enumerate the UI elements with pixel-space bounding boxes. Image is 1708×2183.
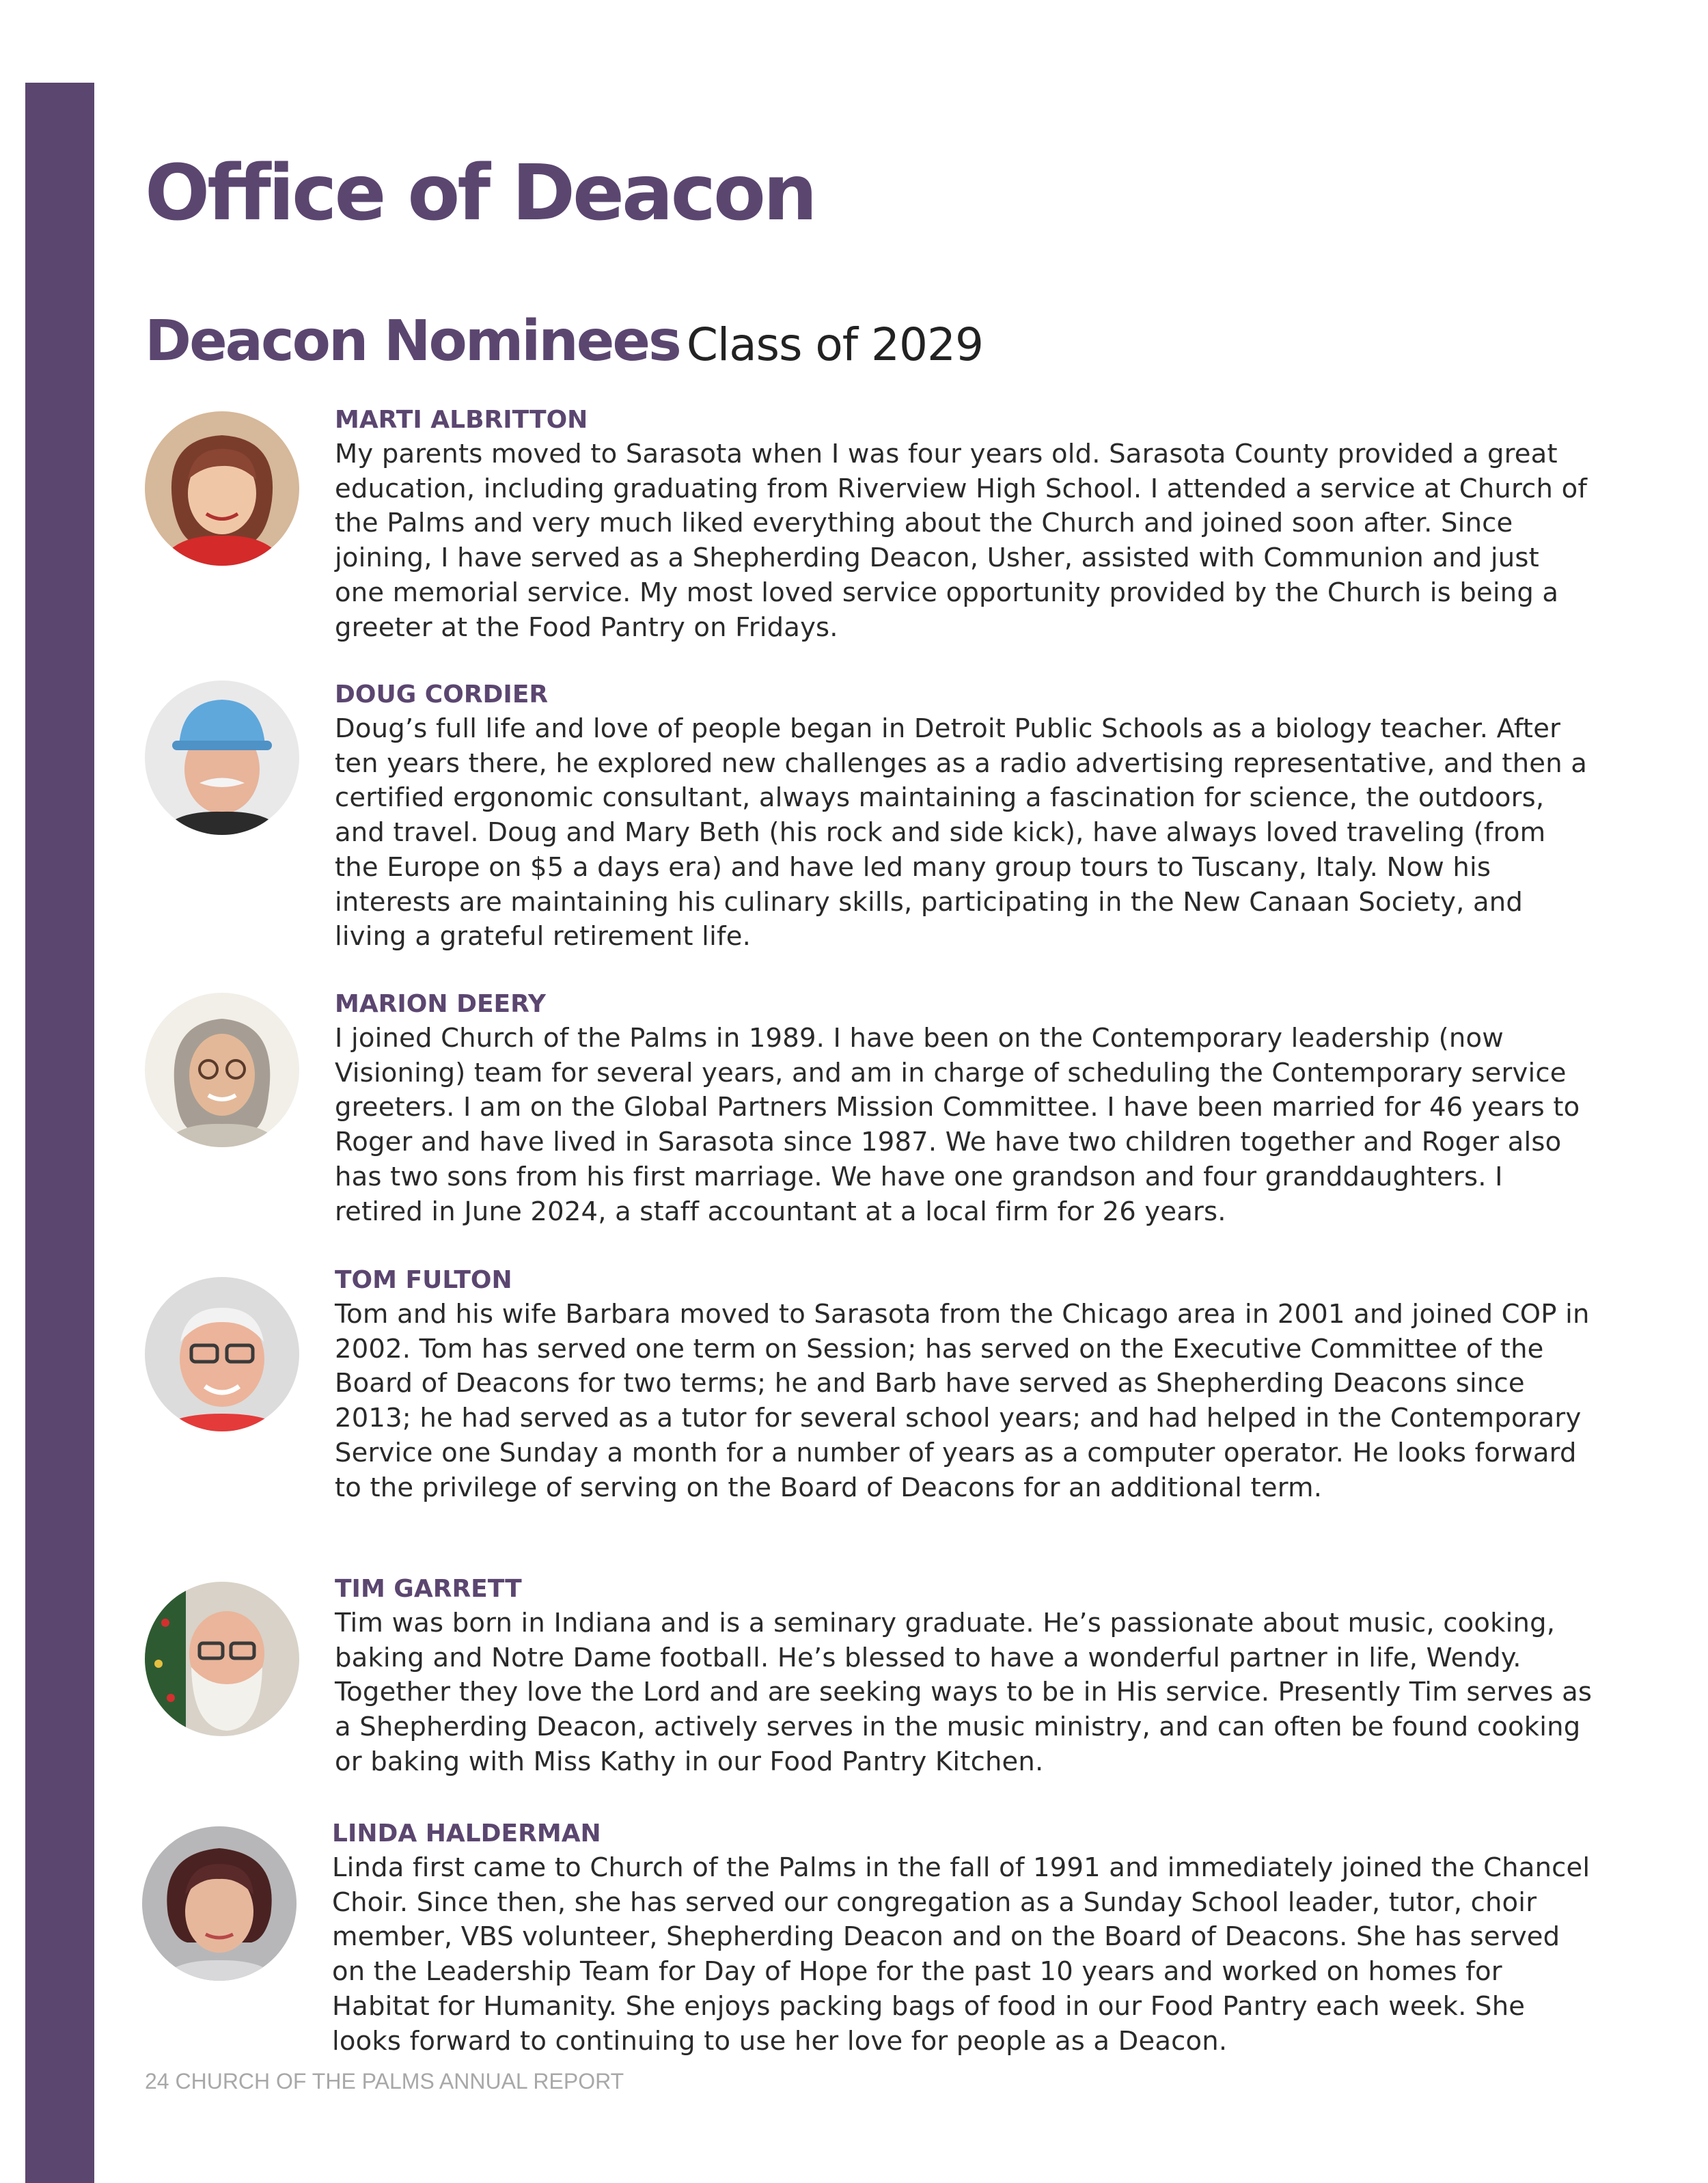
nominee-name: TIM GARRETT [335, 1575, 522, 1603]
avatar [145, 1582, 299, 1736]
avatar [145, 681, 299, 835]
nominee-bio: Linda first came to Church of the Palms in the fall of 1991 and immediately joined the Chancel Choir. Since then, she has served our congregation as a Sunday School leader, tutor, choir member, VBS volunteer, Shepherding Deacon and on the Board of Deacons. She has served on the Leadership Team for Day of Hope for the past 10 years and worked on homes for Habitat for Humanity. She enjoys packing bags of food in our Food Pantry each week. She looks forward to continuing to use her love for people as a Deacon. [332, 1852, 1590, 2057]
page-title: Office of Deacon [145, 149, 815, 238]
nominee-bio: Tom and his wife Barbara moved to Sarasota from the Chicago area in 2001 and joined COP in 2002. Tom has served one term on Session; has served on the Executive Committee of the Board of Deacons for two terms; he and Barb have served as Shepherding Deacons since 2013; he had served as a tutor for several school years; and had helped in the Contemporary Service one Sunday a month for a number of years as a computer operator. He looks forward to the privilege of serving on the Board of Deacons for an additional term. [335, 1299, 1590, 1503]
nominee-name: LINDA HALDERMAN [332, 1820, 601, 1848]
nominee-bio: My parents moved to Sarasota when I was four years old. Sarasota County provided a great education, including graduating from Riverview High School. I attended a service at Church of the Palms and very much liked everything about the Church and joined soon after. Since joining, I have served as a Shepherding Deacon, Usher, assisted with Communion and just one memorial service. My most loved service opportunity provided by the Church is being a greeter at the Food Pantry on Fridays. [335, 439, 1588, 643]
section-title: Deacon Nominees [145, 309, 680, 374]
avatar [145, 411, 299, 566]
nominee-name: MARION DEERY [335, 990, 546, 1018]
avatar [142, 1826, 297, 1981]
nominee-bio: Tim was born in Indiana and is a seminary graduate. He’s passionate about music, cooking, baking and Notre Dame football. He’s blessed to have a wonderful partner in life, Wendy. Together they love the Lord and are seeking ways to be in His service. Presently Tim serves as a Shepherding Deacon, actively serves in the music ministry, and can often be found cooking or baking with Miss Kathy in our Food Pantry Kitchen. [335, 1608, 1593, 1777]
page-footer: 24 CHURCH OF THE PALMS ANNUAL REPORT [145, 2069, 624, 2093]
nominee-bio: Doug’s full life and love of people began in Detroit Public Schools as a biology teacher. After ten years there, he explored new challenges as a radio advertising representative, and then a certified ergonomic consultant, always maintaining a fascination for science, the outdoors, and travel. Doug and Mary Beth (his rock and side kick), have always loved traveling (from the Europe on $5 a days era) and have led many group tours to Tuscany, Italy. Now his interests are maintaining his culinary skills, participating in the New Canaan Society, and living a grateful retirement life. [335, 713, 1588, 952]
side-accent-bar [25, 83, 94, 2183]
avatar [145, 1277, 299, 1431]
nominee-name: TOM FULTON [335, 1266, 512, 1294]
avatar [145, 993, 299, 1147]
section-heading [145, 309, 983, 374]
nominee-name: DOUG CORDIER [335, 681, 549, 709]
nominee-name: MARTI ALBRITTON [335, 406, 588, 434]
section-subtitle: Class of 2029 [686, 318, 983, 371]
nominee-bio: I joined Church of the Palms in 1989. I have been on the Contemporary leadership (now Visioning) team for several years, and am in charge of scheduling the Contemporary service greeters. I am on the Global Partners Mission Committee. I have been married for 46 years to Roger and have lived in Sarasota since 1987. We have two children together and Roger also has two sons from his first marriage. We have one grandson and four granddaughters. I retired in June 2024, a staff accountant at a local firm for 26 years. [335, 1023, 1580, 1227]
